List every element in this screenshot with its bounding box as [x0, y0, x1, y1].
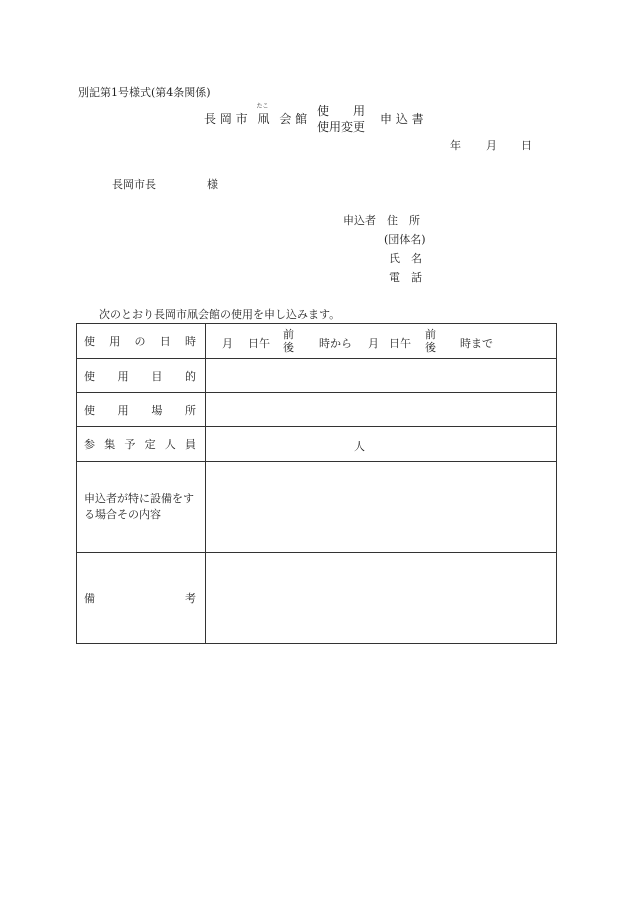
- value-remarks[interactable]: [206, 553, 557, 644]
- title-option-use: 使 用: [317, 104, 366, 118]
- row-purpose: [77, 359, 557, 393]
- date-month: 月: [486, 139, 497, 152]
- label-equipment: 申込者が特に設備をする場合その内容: [77, 462, 206, 553]
- addressee-name: 長岡市長: [112, 178, 156, 191]
- dt-until: 時まで: [460, 336, 493, 350]
- title-hall: 会 館: [279, 112, 308, 126]
- dt-ampm-2: 前 後: [425, 327, 436, 354]
- date-day: 日: [521, 139, 532, 152]
- applicant-name: 氏 名: [389, 252, 422, 265]
- value-datetime[interactable]: [206, 324, 557, 359]
- dt-day-1: 日午: [248, 336, 270, 350]
- dt-month-2: 月: [368, 336, 379, 350]
- dt-ampm-1: 前 後: [283, 327, 294, 354]
- value-equipment[interactable]: [206, 462, 557, 553]
- applicant-address: 住 所: [387, 214, 420, 227]
- title-option-change: 使用変更: [317, 120, 366, 134]
- row-place: [77, 393, 557, 427]
- row-datetime: [77, 324, 557, 359]
- title-prefix: 長 岡 市: [204, 112, 248, 126]
- value-purpose[interactable]: [206, 359, 557, 393]
- value-place[interactable]: [206, 393, 557, 427]
- date-year: 年: [450, 139, 461, 152]
- application-table: [76, 323, 557, 644]
- label-purpose: 使 用 目 的: [77, 359, 206, 393]
- label-attendees: 参 集 予 定 人 員: [77, 427, 206, 462]
- dt-from: 時から: [319, 336, 352, 350]
- title-kite-kanji: たこ 凧: [256, 103, 270, 126]
- title-suffix: 申 込 書: [380, 112, 424, 126]
- row-remarks: [77, 553, 557, 644]
- value-attendees[interactable]: [206, 427, 557, 462]
- attendees-unit: 人: [354, 439, 365, 453]
- row-equipment: [77, 462, 557, 553]
- form-reference: 別記第1号様式(第4条関係): [78, 86, 211, 99]
- row-attendees: [77, 427, 557, 462]
- label-datetime: 使 用 の 日 時: [77, 324, 206, 359]
- applicant-group: (団体名): [384, 233, 426, 246]
- intro-text: 次のとおり長岡市凧会館の使用を申し込みます。: [99, 308, 341, 321]
- dt-month-1: 月: [222, 336, 233, 350]
- dt-day-2: 日午: [389, 336, 411, 350]
- form-title: [204, 103, 308, 127]
- label-remarks: 備 考: [77, 553, 206, 644]
- applicant-label: 申込者: [343, 214, 376, 227]
- label-place: 使 用 場 所: [77, 393, 206, 427]
- title-kite-ruby: たこ: [256, 103, 269, 110]
- addressee-honorific: 様: [207, 178, 218, 191]
- applicant-phone: 電 話: [389, 271, 422, 284]
